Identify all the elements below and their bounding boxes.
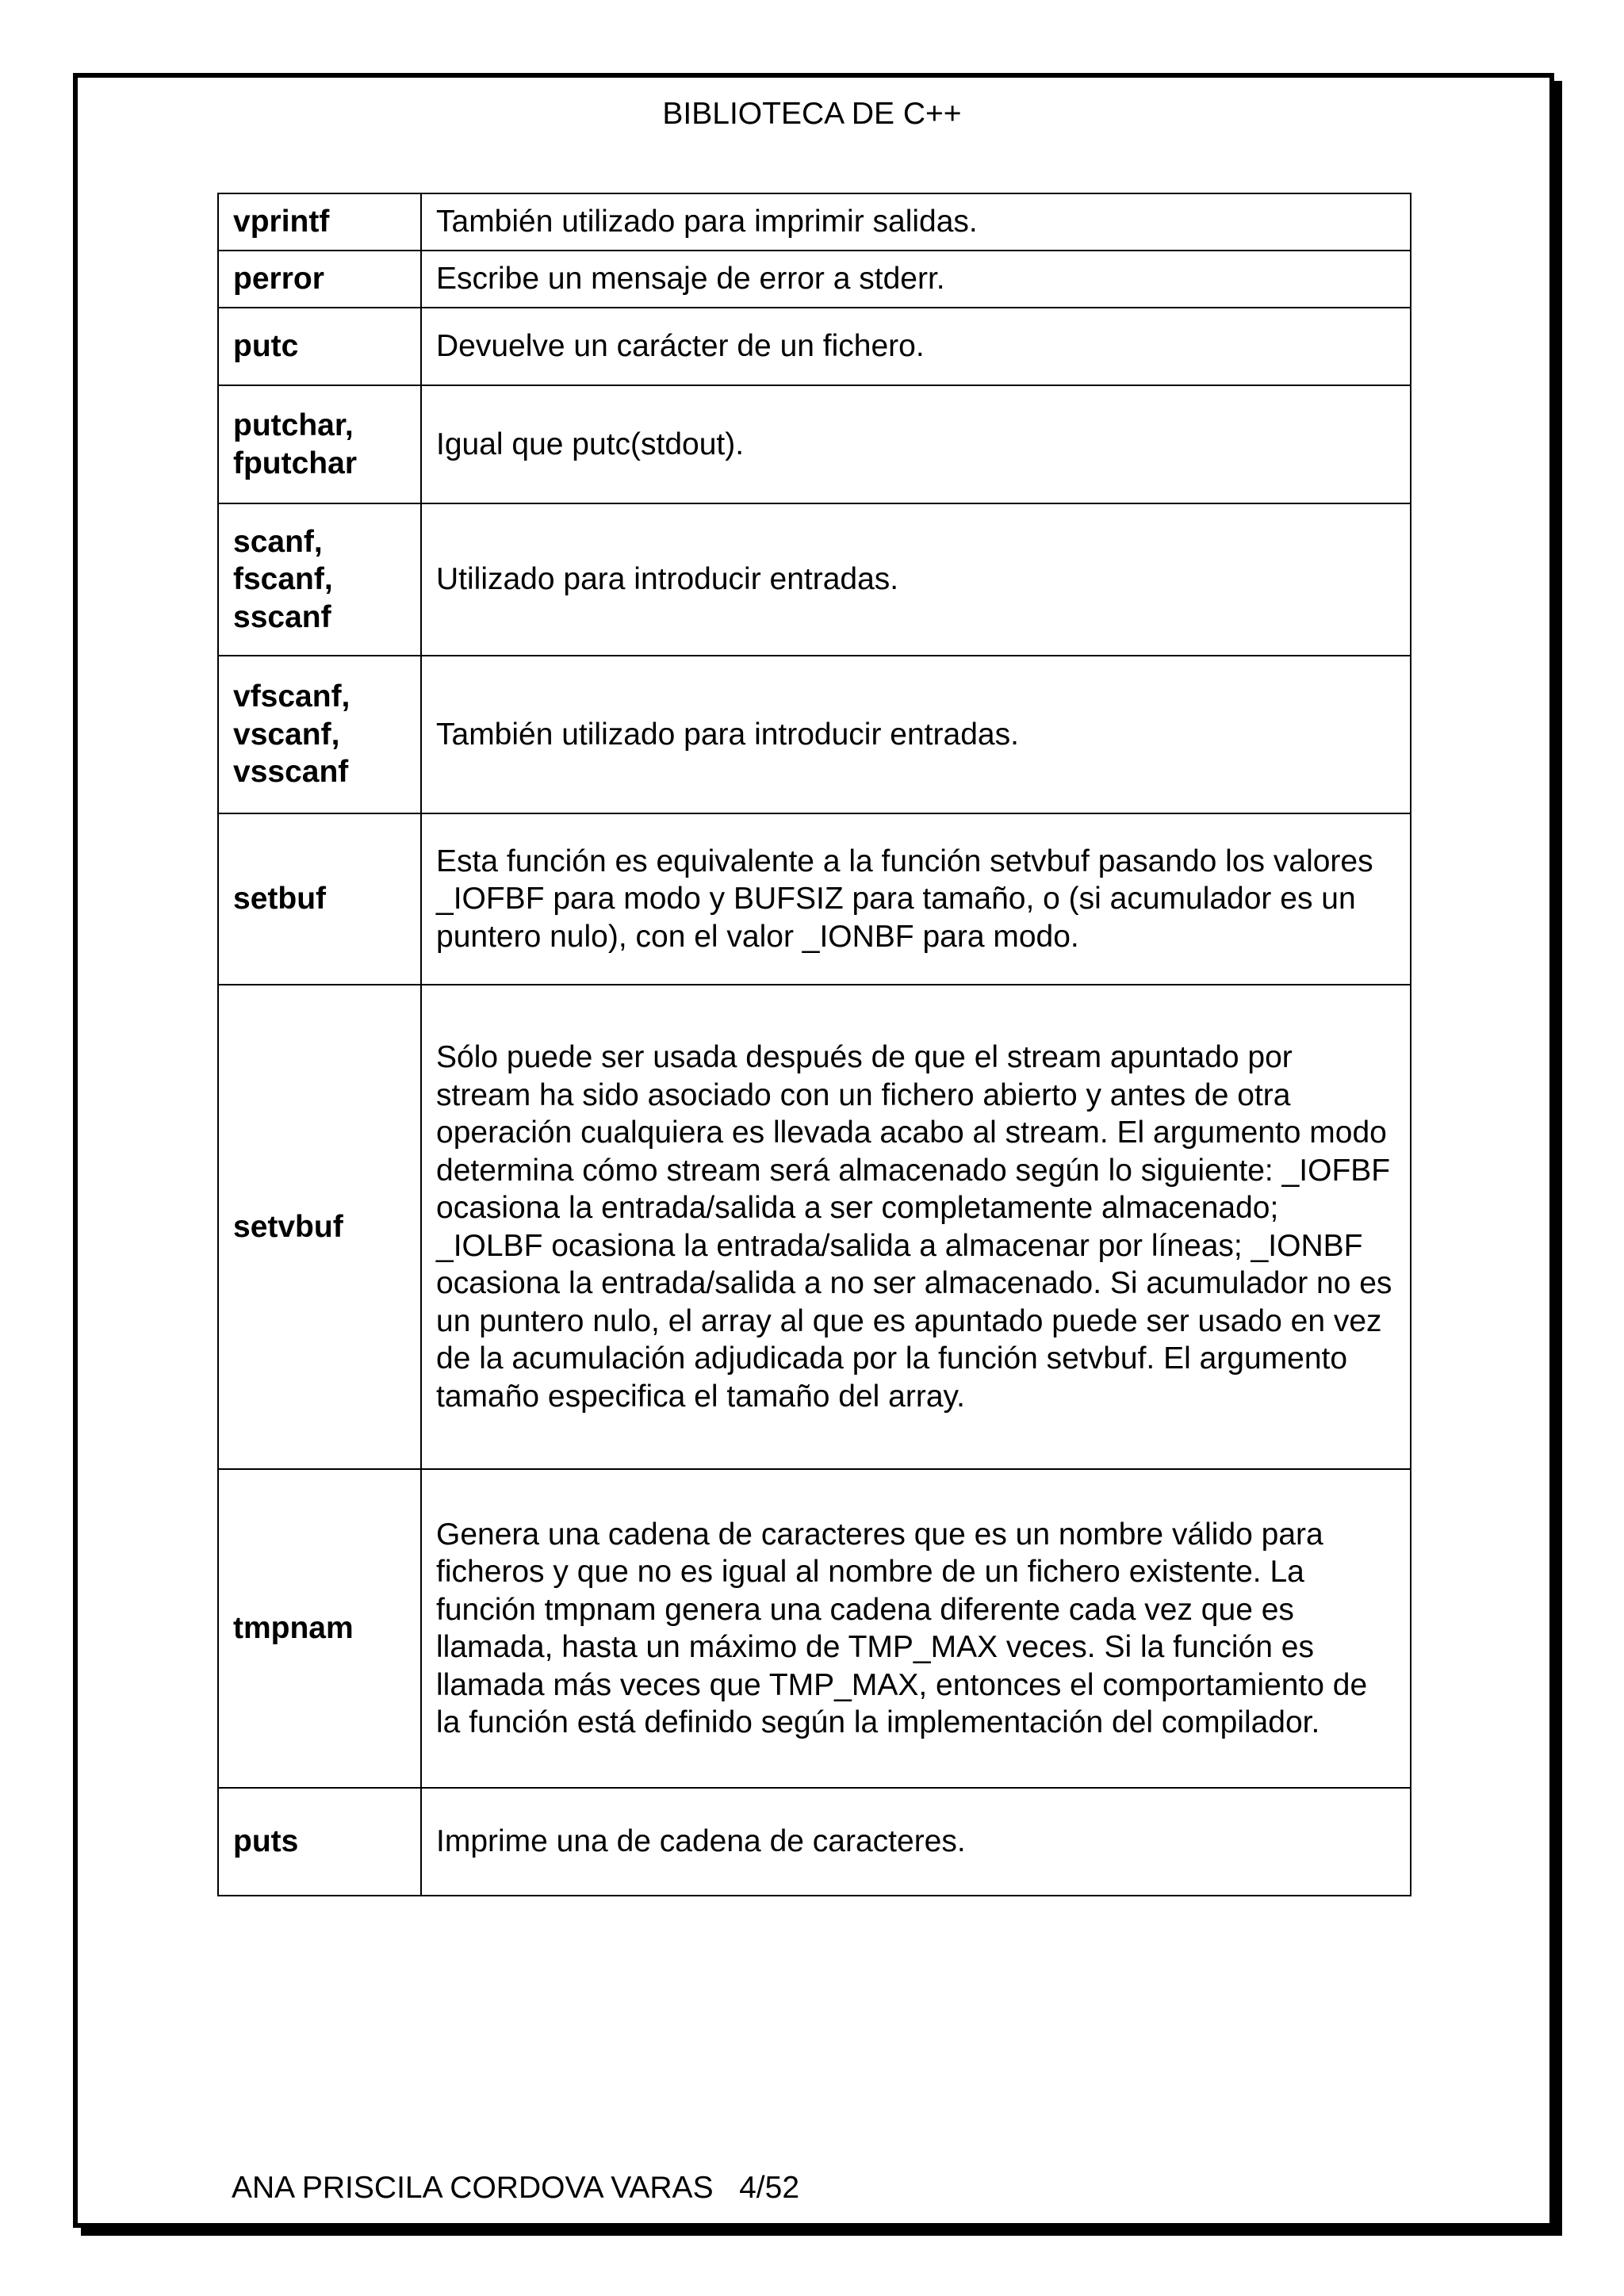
function-description: Igual que putc(stdout).	[421, 385, 1411, 503]
table-row	[218, 813, 1411, 985]
function-table	[217, 193, 1411, 1896]
table-row	[218, 308, 1411, 385]
function-name: perror	[218, 251, 421, 308]
function-description: Esta función es equivalente a la función setvbuf pasando los valores _IOFBF para modo y BUFSIZ para tamaño, o (si acumulador es un puntero nulo), con el valor _IONBF para modo.	[421, 813, 1411, 985]
table-row	[218, 1788, 1411, 1896]
function-name: vprintf	[218, 193, 421, 251]
table-row	[218, 385, 1411, 503]
function-description: Imprime una de cadena de caracteres.	[421, 1788, 1411, 1896]
function-name: puts	[218, 1788, 421, 1896]
function-name: setvbuf	[218, 985, 421, 1469]
page-header-title: BIBLIOTECA DE C++	[662, 97, 962, 131]
function-description: Genera una cadena de caracteres que es un nombre válido para ficheros y que no es igual al nombre de un fichero existente. La función tmpnam genera una cadena diferente cada vez que es llamada, hasta un máximo de TMP_MAX veces. Si la función es llamada más veces que TMP_MAX, entonces el comportamiento de la función está definido según la implementación del compilador.	[421, 1469, 1411, 1788]
footer-author: ANA PRISCILA CORDOVA VARAS	[232, 2171, 714, 2205]
page-footer	[232, 2169, 799, 2207]
function-name: vfscanf, vscanf, vsscanf	[218, 656, 421, 813]
function-name: scanf, fscanf, sscanf	[218, 503, 421, 656]
function-name: tmpnam	[218, 1469, 421, 1788]
function-name: putchar, fputchar	[218, 385, 421, 503]
table-row	[218, 503, 1411, 656]
table-row	[218, 656, 1411, 813]
function-name: setbuf	[218, 813, 421, 985]
page-number: 4/52	[739, 2171, 800, 2205]
function-description: Devuelve un carácter de un fichero.	[421, 308, 1411, 385]
table-row	[218, 1469, 1411, 1788]
table-row	[218, 985, 1411, 1469]
table-row	[218, 193, 1411, 251]
function-name: putc	[218, 308, 421, 385]
function-description: También utilizado para imprimir salidas.	[421, 193, 1411, 251]
table-row	[218, 251, 1411, 308]
function-description: Sólo puede ser usada después de que el stream apuntado por stream ha sido asociado con un fichero abierto y antes de otra operación cualquiera es llevada acabo al stream. El argumento modo determina cómo stream será almacenado según lo siguiente: _IOFBF ocasiona la entrada/salida a ser completamente almacenado; _IOLBF ocasiona la entrada/salida a almacenar por líneas; _IONBF ocasiona la entrada/salida a no ser almacenado. Si acumulador no es un puntero nulo, el array al que es apuntado puede ser usado en vez de la acumulación adjudicada por la función setvbuf. El argumento tamaño especifica el tamaño del array.	[421, 985, 1411, 1469]
function-description: Escribe un mensaje de error a stderr.	[421, 251, 1411, 308]
function-description: También utilizado para introducir entradas.	[421, 656, 1411, 813]
function-description: Utilizado para introducir entradas.	[421, 503, 1411, 656]
